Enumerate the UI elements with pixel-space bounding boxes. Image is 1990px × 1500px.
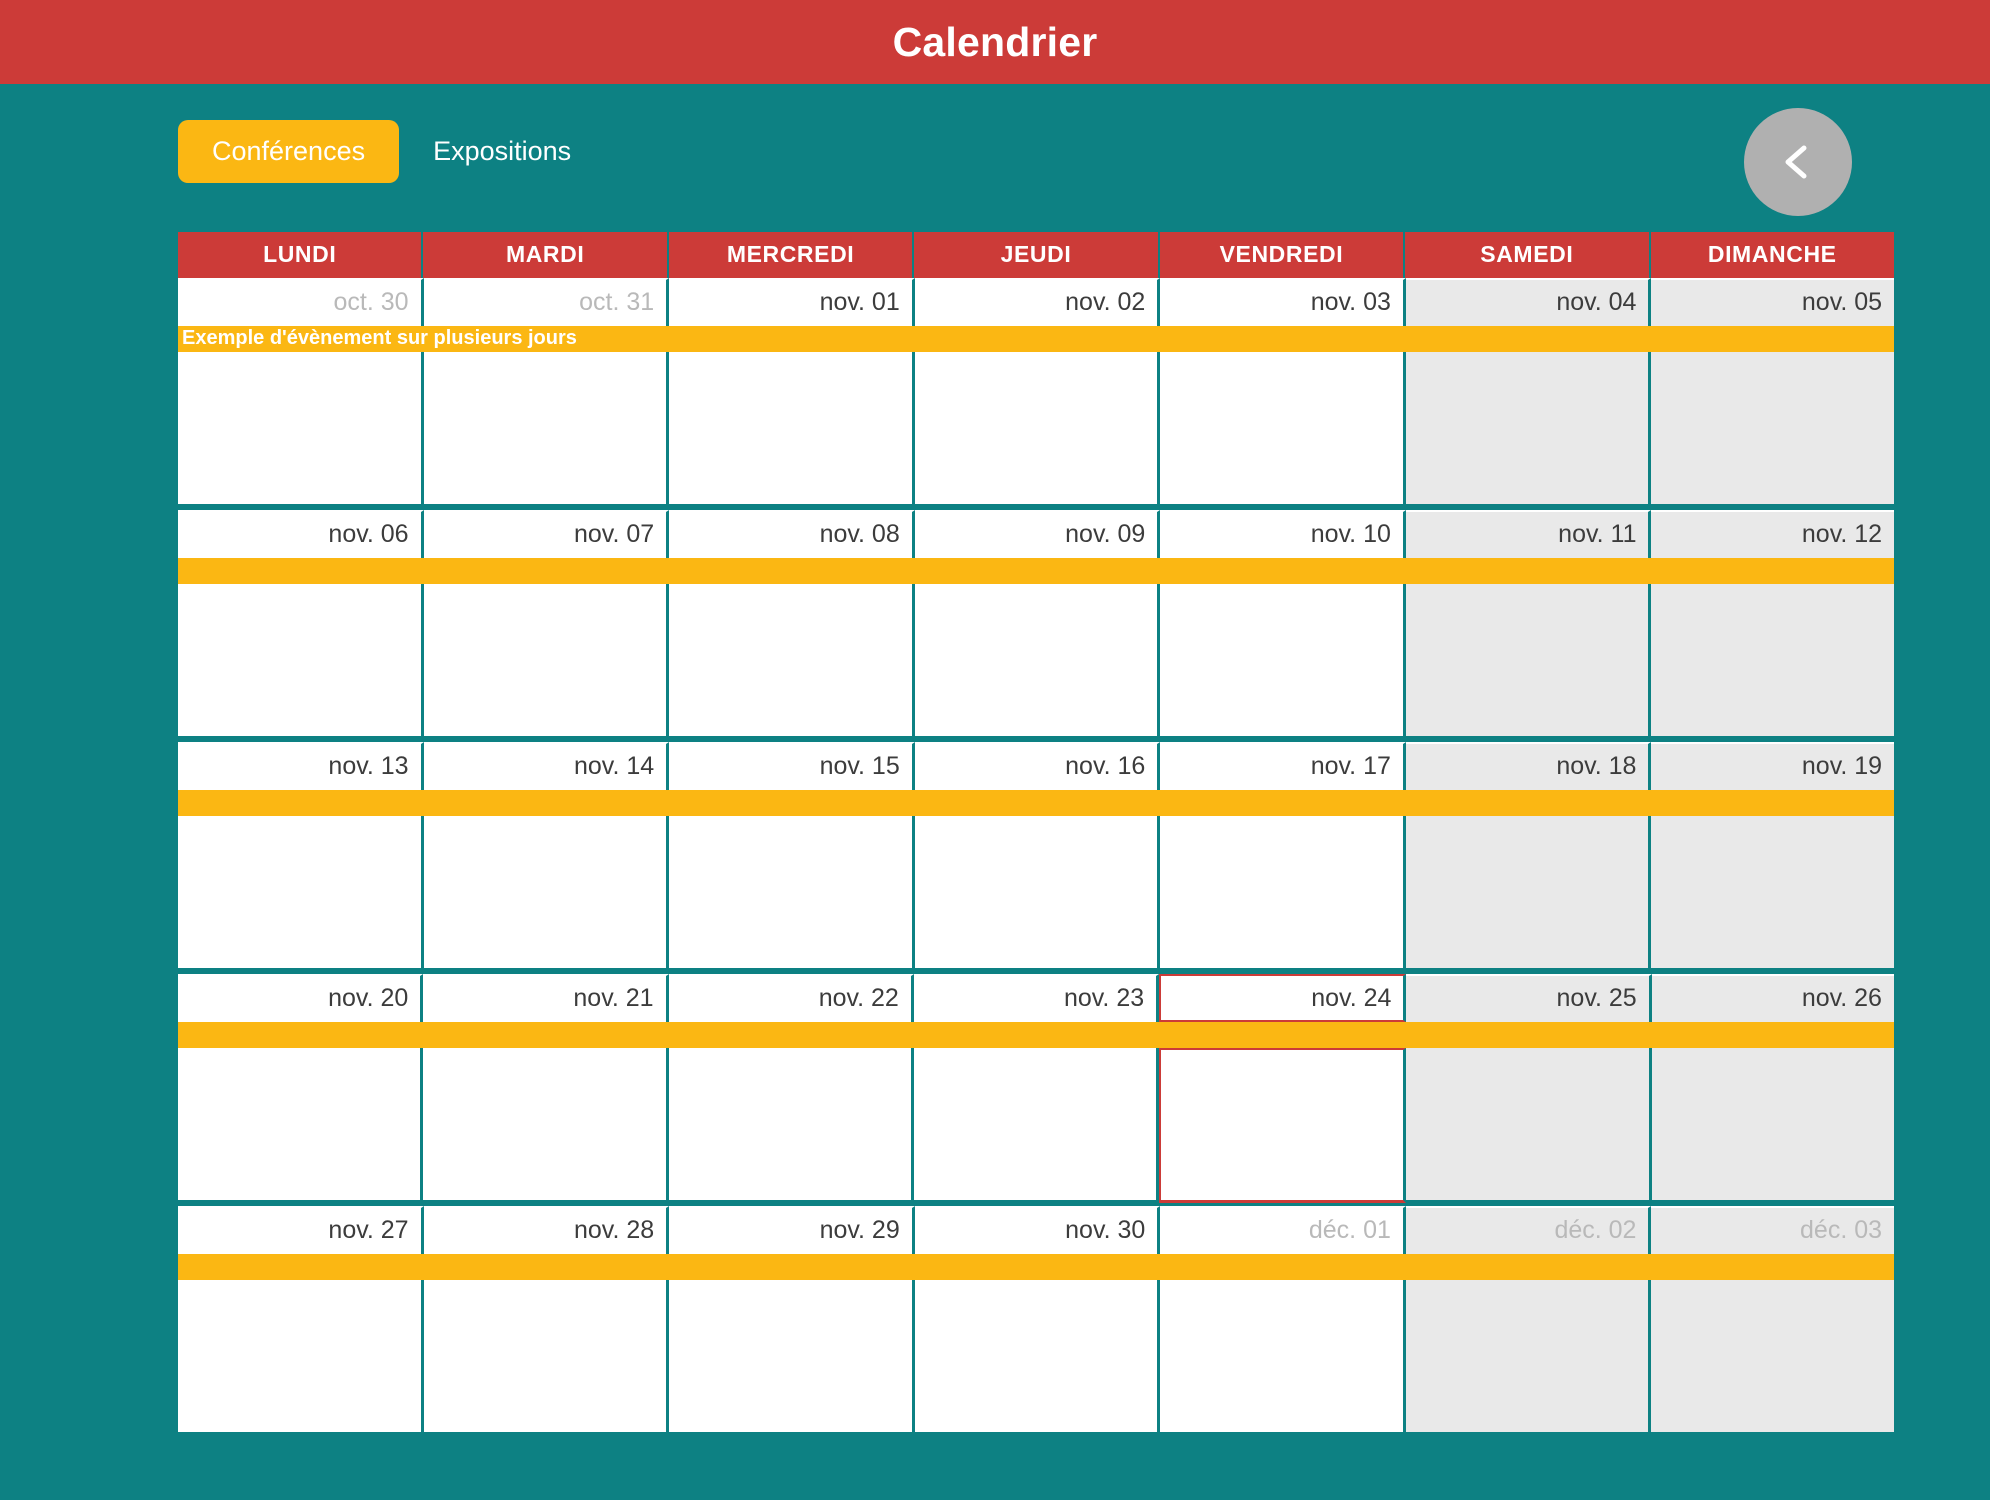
day-cell[interactable] bbox=[178, 1280, 424, 1435]
weekday-header-samedi: SAMEDI bbox=[1405, 232, 1650, 278]
event-band[interactable] bbox=[178, 1254, 1894, 1280]
day-number[interactable]: nov. 04 bbox=[1406, 278, 1652, 326]
weekday-header-dimanche: DIMANCHE bbox=[1651, 232, 1894, 278]
day-cell[interactable] bbox=[669, 1048, 914, 1203]
day-cell[interactable] bbox=[1651, 816, 1894, 971]
day-cell-selected[interactable] bbox=[1159, 1048, 1406, 1203]
calendar-week bbox=[178, 510, 1894, 739]
chevron-left-icon bbox=[1774, 138, 1822, 186]
day-number[interactable]: nov. 17 bbox=[1160, 742, 1406, 790]
day-number[interactable]: nov. 01 bbox=[669, 278, 915, 326]
day-cell[interactable] bbox=[1651, 352, 1894, 507]
day-cell[interactable] bbox=[915, 816, 1161, 971]
day-cell[interactable] bbox=[1160, 352, 1406, 507]
week-daynumber-row bbox=[178, 1206, 1894, 1254]
day-number[interactable]: nov. 05 bbox=[1651, 278, 1894, 326]
day-cell[interactable] bbox=[424, 1280, 670, 1435]
day-number[interactable]: déc. 02 bbox=[1406, 1206, 1652, 1254]
day-number[interactable]: nov. 22 bbox=[669, 974, 914, 1022]
calendar-week bbox=[178, 974, 1894, 1203]
day-number[interactable]: nov. 03 bbox=[1160, 278, 1406, 326]
day-number[interactable]: déc. 03 bbox=[1651, 1206, 1894, 1254]
week-daynumber-row bbox=[178, 510, 1894, 558]
day-cell[interactable] bbox=[1406, 584, 1652, 739]
day-number[interactable]: nov. 11 bbox=[1406, 510, 1652, 558]
day-number[interactable]: nov. 21 bbox=[423, 974, 668, 1022]
day-cell[interactable] bbox=[914, 1048, 1159, 1203]
day-number[interactable]: oct. 30 bbox=[178, 278, 424, 326]
day-cell[interactable] bbox=[1651, 1280, 1894, 1435]
day-number[interactable]: oct. 31 bbox=[424, 278, 670, 326]
event-band[interactable] bbox=[178, 558, 1894, 584]
title-bar bbox=[0, 0, 1990, 84]
day-number[interactable]: nov. 14 bbox=[424, 742, 670, 790]
day-number[interactable]: nov. 13 bbox=[178, 742, 424, 790]
day-cell[interactable] bbox=[424, 584, 670, 739]
day-number[interactable]: nov. 20 bbox=[178, 974, 423, 1022]
week-daynumber-row bbox=[178, 974, 1894, 1022]
day-cell[interactable] bbox=[178, 816, 424, 971]
day-cell[interactable] bbox=[1406, 816, 1652, 971]
week-body-row bbox=[178, 352, 1894, 507]
day-number[interactable]: nov. 27 bbox=[178, 1206, 424, 1254]
day-number[interactable]: nov. 18 bbox=[1406, 742, 1652, 790]
weekday-header-vendredi: VENDREDI bbox=[1160, 232, 1405, 278]
day-cell[interactable] bbox=[1160, 816, 1406, 971]
week-daynumber-row bbox=[178, 742, 1894, 790]
day-cell[interactable] bbox=[1406, 352, 1652, 507]
day-number[interactable]: nov. 12 bbox=[1651, 510, 1894, 558]
day-number[interactable]: déc. 01 bbox=[1160, 1206, 1406, 1254]
calendar-week bbox=[178, 1206, 1894, 1435]
week-body-row bbox=[178, 1048, 1894, 1203]
day-number[interactable]: nov. 10 bbox=[1160, 510, 1406, 558]
day-number[interactable]: nov. 25 bbox=[1406, 974, 1651, 1022]
day-cell[interactable] bbox=[1160, 584, 1406, 739]
day-cell[interactable] bbox=[424, 352, 670, 507]
tab-bar bbox=[178, 120, 605, 183]
event-band-label: Exemple d'évènement sur plusieurs jours bbox=[182, 327, 577, 349]
day-cell[interactable] bbox=[178, 584, 424, 739]
day-cell[interactable] bbox=[669, 352, 915, 507]
calendar-week bbox=[178, 742, 1894, 971]
day-cell[interactable] bbox=[1652, 1048, 1894, 1203]
weekday-header-mardi: MARDI bbox=[423, 232, 668, 278]
day-number[interactable]: nov. 08 bbox=[669, 510, 915, 558]
day-number[interactable]: nov. 16 bbox=[915, 742, 1161, 790]
calendar-grid bbox=[178, 232, 1894, 1438]
tab-conferences[interactable]: Conférences bbox=[178, 120, 399, 183]
day-cell[interactable] bbox=[178, 352, 424, 507]
back-button[interactable] bbox=[1744, 108, 1852, 216]
weekday-header-row bbox=[178, 232, 1894, 278]
event-band[interactable] bbox=[178, 1022, 1894, 1048]
day-number[interactable]: nov. 26 bbox=[1652, 974, 1894, 1022]
day-number[interactable]: nov. 09 bbox=[915, 510, 1161, 558]
day-cell[interactable] bbox=[1160, 1280, 1406, 1435]
day-number[interactable]: nov. 07 bbox=[424, 510, 670, 558]
day-number[interactable]: nov. 23 bbox=[914, 974, 1159, 1022]
weekday-header-jeudi: JEUDI bbox=[914, 232, 1159, 278]
day-cell[interactable] bbox=[423, 1048, 668, 1203]
event-band[interactable] bbox=[178, 326, 1894, 352]
day-number[interactable]: nov. 15 bbox=[669, 742, 915, 790]
day-number[interactable]: nov. 19 bbox=[1651, 742, 1894, 790]
week-daynumber-row bbox=[178, 278, 1894, 326]
week-body-row bbox=[178, 816, 1894, 971]
content-area bbox=[0, 84, 1990, 1500]
weekday-header-lundi: LUNDI bbox=[178, 232, 423, 278]
day-number[interactable]: nov. 30 bbox=[915, 1206, 1161, 1254]
day-cell[interactable] bbox=[669, 584, 915, 739]
day-cell[interactable] bbox=[1406, 1048, 1651, 1203]
day-cell[interactable] bbox=[915, 1280, 1161, 1435]
day-cell[interactable] bbox=[915, 584, 1161, 739]
day-number[interactable]: nov. 06 bbox=[178, 510, 424, 558]
event-band[interactable] bbox=[178, 790, 1894, 816]
day-cell[interactable] bbox=[669, 1280, 915, 1435]
day-number-selected[interactable]: nov. 24 bbox=[1159, 974, 1406, 1022]
week-body-row bbox=[178, 584, 1894, 739]
week-body-row bbox=[178, 1280, 1894, 1435]
day-cell[interactable] bbox=[669, 816, 915, 971]
day-number[interactable]: nov. 28 bbox=[424, 1206, 670, 1254]
tab-expositions[interactable]: Expositions bbox=[433, 136, 572, 166]
day-number[interactable]: nov. 29 bbox=[669, 1206, 915, 1254]
day-cell[interactable] bbox=[424, 816, 670, 971]
page-title: Calendrier bbox=[892, 18, 1098, 65]
calendar-week bbox=[178, 278, 1894, 507]
weekday-header-mercredi: MERCREDI bbox=[669, 232, 914, 278]
day-cell[interactable] bbox=[915, 352, 1161, 507]
day-cell[interactable] bbox=[1651, 584, 1894, 739]
day-number[interactable]: nov. 02 bbox=[915, 278, 1161, 326]
day-cell[interactable] bbox=[178, 1048, 423, 1203]
day-cell[interactable] bbox=[1406, 1280, 1652, 1435]
